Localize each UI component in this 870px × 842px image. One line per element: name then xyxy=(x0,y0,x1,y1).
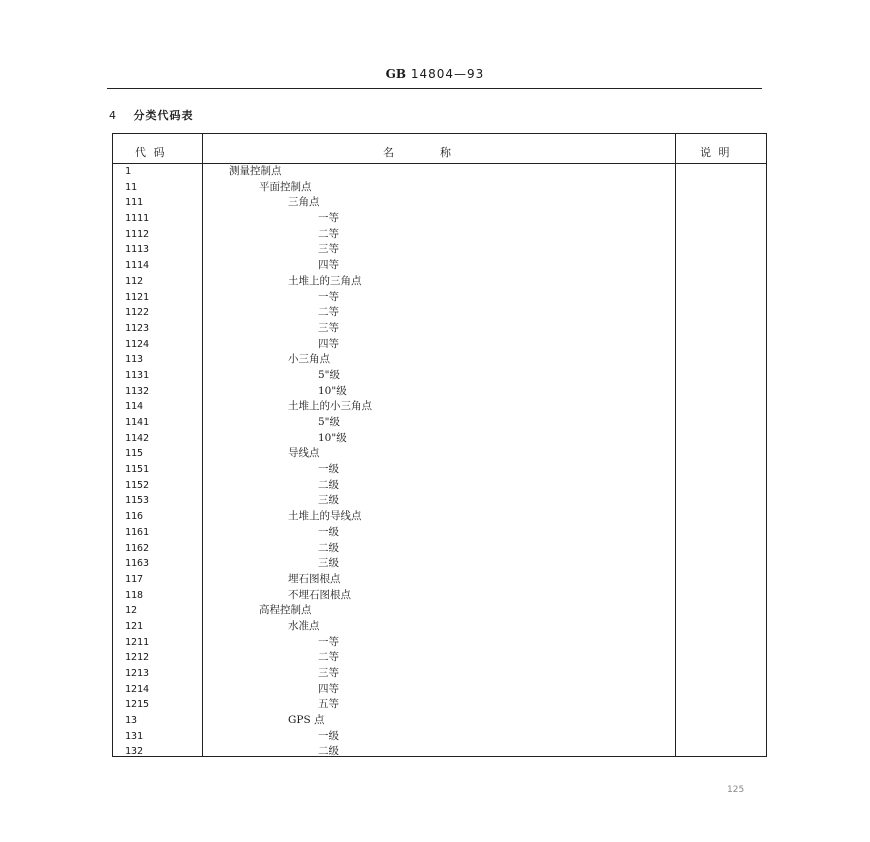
row-name: 土堆上的小三角点 xyxy=(288,400,372,413)
row-name: 二级 xyxy=(318,745,339,758)
table-row xyxy=(113,258,766,274)
table-row xyxy=(113,619,766,635)
row-code: 12 xyxy=(125,605,138,617)
row-code: 111 xyxy=(125,197,144,209)
table-row xyxy=(113,274,766,290)
row-name: 导线点 xyxy=(288,447,320,460)
row-code: 1142 xyxy=(125,432,150,444)
table-row xyxy=(113,384,766,400)
row-code: 131 xyxy=(125,730,144,742)
table-row xyxy=(113,211,766,227)
section-title: 分类代码表 xyxy=(133,109,194,122)
page-number: 125 xyxy=(727,785,745,795)
table-row xyxy=(113,446,766,462)
row-name: 水准点 xyxy=(288,619,320,632)
table-row xyxy=(113,666,766,682)
row-code: 1162 xyxy=(125,542,150,554)
row-code: 1111 xyxy=(125,213,150,225)
table-row xyxy=(113,729,766,745)
column-header-name: 名 称 xyxy=(383,146,453,159)
row-code: 114 xyxy=(125,401,144,413)
row-name: 一等 xyxy=(318,635,339,648)
row-name: 三等 xyxy=(318,321,339,334)
row-name: 不埋石图根点 xyxy=(288,588,351,601)
table-row xyxy=(113,321,766,337)
row-name: 二级 xyxy=(318,478,339,491)
table-row xyxy=(113,180,766,196)
row-name: 埋石图根点 xyxy=(288,572,341,585)
row-code: 1153 xyxy=(125,495,150,507)
table-row xyxy=(113,603,766,619)
row-name: 高程控制点 xyxy=(259,604,312,617)
table-row xyxy=(113,525,766,541)
row-code: 112 xyxy=(125,275,144,287)
row-code: 1215 xyxy=(125,699,150,711)
row-name: 一级 xyxy=(318,729,339,742)
row-code: 1124 xyxy=(125,338,150,350)
row-code: 1113 xyxy=(125,244,150,256)
section-heading xyxy=(109,107,194,123)
row-name: 三等 xyxy=(318,667,339,679)
table-row xyxy=(113,588,766,604)
row-code: 121 xyxy=(125,620,144,632)
table-row xyxy=(113,556,766,572)
table-row xyxy=(113,399,766,415)
table-row xyxy=(113,462,766,478)
table-row xyxy=(113,368,766,384)
row-name: 二等 xyxy=(318,651,339,664)
row-code: 113 xyxy=(125,354,144,366)
section-number: 4 xyxy=(109,109,116,122)
table-row xyxy=(113,478,766,494)
row-code: 1163 xyxy=(125,558,150,570)
row-code: 117 xyxy=(125,573,144,585)
row-code: 1214 xyxy=(125,683,150,695)
row-code: 1141 xyxy=(125,417,150,428)
row-name: 5"级 xyxy=(318,416,341,428)
column-header-code: 代 码 xyxy=(135,146,167,159)
row-name: 土堆上的导线点 xyxy=(288,510,362,523)
row-name: 四等 xyxy=(318,259,339,272)
table-row xyxy=(113,305,766,321)
row-name: GPS 点 xyxy=(288,714,325,727)
row-name: 小三角点 xyxy=(288,353,330,366)
row-code: 11 xyxy=(125,181,138,193)
row-name: 二等 xyxy=(318,227,339,240)
row-name: 三级 xyxy=(318,557,339,570)
table-row xyxy=(113,290,766,306)
row-code: 1152 xyxy=(125,479,150,491)
row-code: 1112 xyxy=(125,228,150,240)
table-row xyxy=(113,682,766,698)
table-row xyxy=(113,242,766,258)
header-rule xyxy=(107,88,762,89)
row-name: 5"级 xyxy=(318,368,341,381)
row-code: 1121 xyxy=(125,291,150,303)
row-code: 13 xyxy=(125,715,138,727)
table-row xyxy=(113,352,766,368)
table-row xyxy=(113,195,766,211)
header-standard-code: 14804—93 xyxy=(410,67,485,81)
table-row xyxy=(113,635,766,651)
table-row xyxy=(113,415,766,431)
row-code: 1114 xyxy=(125,260,150,272)
row-name: 一级 xyxy=(318,463,339,476)
table-row xyxy=(113,541,766,557)
table-row xyxy=(113,572,766,588)
table-row xyxy=(113,713,766,729)
row-name: 10"级 xyxy=(318,431,347,444)
document-header xyxy=(0,67,870,81)
row-name: 一级 xyxy=(318,525,339,538)
row-name: 平面控制点 xyxy=(259,180,312,193)
row-name: 一等 xyxy=(318,290,339,303)
table-row xyxy=(113,227,766,243)
row-code: 1211 xyxy=(125,636,150,648)
classification-code-table xyxy=(112,133,767,757)
row-code: 132 xyxy=(125,746,144,758)
row-code: 118 xyxy=(125,589,144,601)
header-gb: GB xyxy=(385,67,407,81)
table-row xyxy=(113,697,766,713)
row-name: 三等 xyxy=(318,243,339,256)
row-name: 测量控制点 xyxy=(229,165,282,177)
table-body xyxy=(113,164,766,760)
row-code: 115 xyxy=(125,448,144,460)
row-name: 二级 xyxy=(318,541,339,554)
row-name: 10"级 xyxy=(318,384,347,397)
row-name: 四等 xyxy=(318,337,339,350)
table-row xyxy=(113,744,766,760)
row-code: 116 xyxy=(125,511,144,523)
row-name: 三角点 xyxy=(288,196,320,209)
row-name: 五等 xyxy=(318,698,339,711)
row-name: 二等 xyxy=(318,306,339,319)
table-row xyxy=(113,650,766,666)
row-code: 1161 xyxy=(125,526,150,538)
table-row xyxy=(113,493,766,509)
row-code: 1122 xyxy=(125,307,150,319)
row-code: 1213 xyxy=(125,668,150,679)
row-name: 土堆上的三角点 xyxy=(288,274,362,287)
table-row xyxy=(113,337,766,353)
column-header-note: 说 明 xyxy=(700,146,732,159)
table-row xyxy=(113,164,766,180)
row-name: 三级 xyxy=(318,494,339,507)
row-code: 1131 xyxy=(125,369,150,381)
row-name: 四等 xyxy=(318,682,339,695)
row-code: 1 xyxy=(125,166,132,177)
row-code: 1123 xyxy=(125,322,150,334)
row-code: 1151 xyxy=(125,464,150,476)
row-name: 一等 xyxy=(318,212,339,225)
table-row xyxy=(113,509,766,525)
table-row xyxy=(113,431,766,447)
row-code: 1132 xyxy=(125,385,150,397)
row-code: 1212 xyxy=(125,652,150,664)
